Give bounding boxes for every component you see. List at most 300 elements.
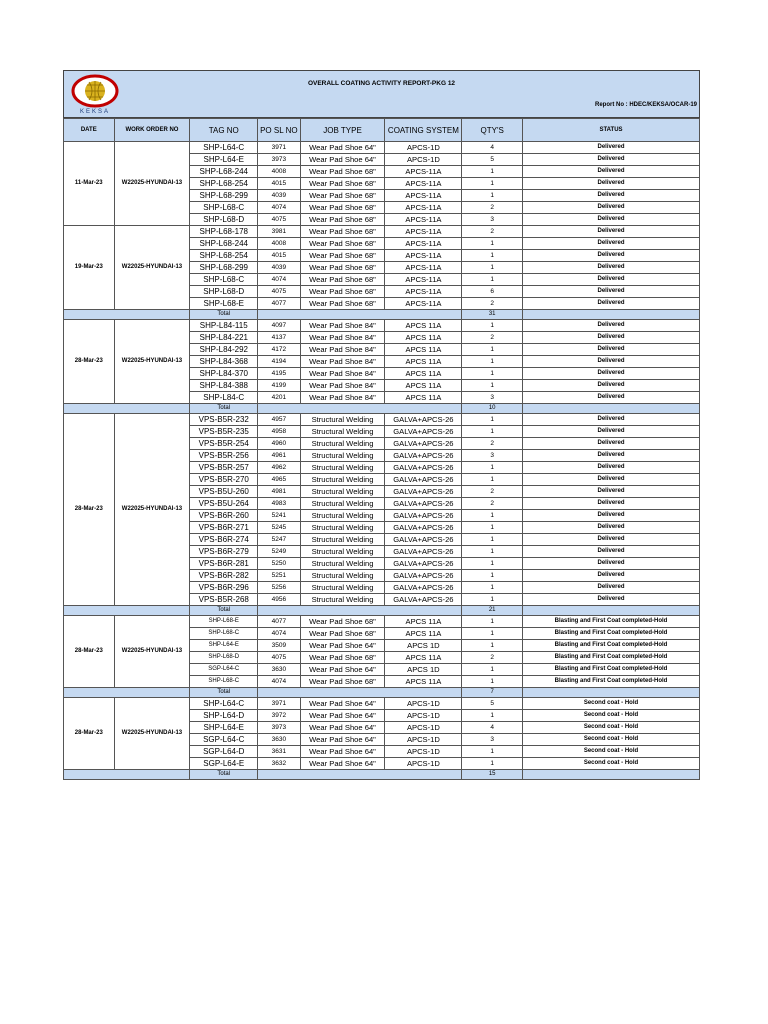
- tag-no-cell: SHP-L68-E: [190, 298, 258, 310]
- tag-no-cell: VPS-B5R-232: [190, 414, 258, 426]
- po-sl-no-cell: 3971: [258, 698, 300, 710]
- work-order-cell: W22025-HYUNDAI-13: [114, 142, 190, 226]
- coating-system-cell: APCS 11A: [385, 356, 462, 368]
- coating-system-cell: GALVA+APCS-26: [385, 486, 462, 498]
- qty-cell: 2: [462, 498, 523, 510]
- job-type-cell: Structural Welding: [300, 510, 385, 522]
- coating-system-cell: GALVA+APCS-26: [385, 522, 462, 534]
- status-cell: Delivered: [522, 380, 699, 392]
- status-cell: Delivered: [522, 426, 699, 438]
- qty-cell: 1: [462, 368, 523, 380]
- tag-no-cell: SHP-L68-D: [190, 652, 258, 664]
- job-type-cell: Wear Pad Shoe 84": [300, 392, 385, 404]
- col-header-date: DATE: [64, 119, 115, 142]
- po-sl-no-cell: 5247: [258, 534, 300, 546]
- status-cell: Second coat - Hold: [522, 698, 699, 710]
- status-cell: Second coat - Hold: [522, 734, 699, 746]
- qty-cell: 1: [462, 510, 523, 522]
- qty-cell: 1: [462, 190, 523, 202]
- coating-system-cell: GALVA+APCS-26: [385, 438, 462, 450]
- table-row: [64, 226, 700, 238]
- tag-no-cell: VPS-B5R-270: [190, 474, 258, 486]
- po-sl-no-cell: 5256: [258, 582, 300, 594]
- work-order-cell: W22025-HYUNDAI-13: [114, 414, 190, 606]
- col-header-tag-no: TAG NO: [190, 119, 258, 142]
- tag-no-cell: SHP-L68-244: [190, 238, 258, 250]
- job-type-cell: Wear Pad Shoe 68": [300, 274, 385, 286]
- qty-cell: 1: [462, 462, 523, 474]
- total-qty-cell: 31: [462, 310, 523, 320]
- total-blank-cell: [522, 310, 699, 320]
- tag-no-cell: SHP-L84-115: [190, 320, 258, 332]
- job-type-cell: Structural Welding: [300, 522, 385, 534]
- tag-no-cell: SHP-L68-299: [190, 262, 258, 274]
- qty-cell: 1: [462, 166, 523, 178]
- report-header: [63, 70, 700, 118]
- status-cell: Delivered: [522, 414, 699, 426]
- coating-system-cell: GALVA+APCS-26: [385, 462, 462, 474]
- po-sl-no-cell: 3630: [258, 664, 300, 676]
- qty-cell: 1: [462, 570, 523, 582]
- qty-cell: 1: [462, 758, 523, 770]
- qty-cell: 1: [462, 594, 523, 606]
- table-row: [64, 414, 700, 426]
- po-sl-no-cell: 4075: [258, 286, 300, 298]
- total-blank-cell: [258, 606, 462, 616]
- status-cell: Delivered: [522, 558, 699, 570]
- job-type-cell: Structural Welding: [300, 450, 385, 462]
- total-blank-cell: [522, 770, 699, 780]
- job-type-cell: Structural Welding: [300, 438, 385, 450]
- coating-system-cell: APCS-11A: [385, 250, 462, 262]
- tag-no-cell: SHP-L84-368: [190, 356, 258, 368]
- qty-cell: 1: [462, 534, 523, 546]
- col-header-coating-system: COATING SYSTEM: [385, 119, 462, 142]
- qty-cell: 2: [462, 652, 523, 664]
- job-type-cell: Wear Pad Shoe 84": [300, 356, 385, 368]
- total-label: Total: [190, 606, 258, 616]
- qty-cell: 1: [462, 380, 523, 392]
- tag-no-cell: SHP-L68-D: [190, 214, 258, 226]
- po-sl-no-cell: 4199: [258, 380, 300, 392]
- coating-system-cell: GALVA+APCS-26: [385, 474, 462, 486]
- status-cell: Second coat - Hold: [522, 746, 699, 758]
- total-blank-cell: [64, 770, 190, 780]
- po-sl-no-cell: 4981: [258, 486, 300, 498]
- job-type-cell: Wear Pad Shoe 68": [300, 214, 385, 226]
- coating-system-cell: GALVA+APCS-26: [385, 450, 462, 462]
- coating-system-cell: APCS-11A: [385, 178, 462, 190]
- job-type-cell: Structural Welding: [300, 534, 385, 546]
- total-blank-cell: [522, 688, 699, 698]
- qty-cell: 2: [462, 332, 523, 344]
- job-type-cell: Wear Pad Shoe 84": [300, 332, 385, 344]
- work-order-cell: W22025-HYUNDAI-13: [114, 320, 190, 404]
- table-row: [64, 616, 700, 628]
- job-type-cell: Wear Pad Shoe 68": [300, 652, 385, 664]
- status-cell: Delivered: [522, 356, 699, 368]
- work-order-cell: W22025-HYUNDAI-13: [114, 616, 190, 688]
- po-sl-no-cell: 3973: [258, 722, 300, 734]
- coating-activity-table: [63, 118, 700, 780]
- tag-no-cell: SHP-L68-254: [190, 250, 258, 262]
- coating-system-cell: APCS-1D: [385, 154, 462, 166]
- po-sl-no-cell: 4957: [258, 414, 300, 426]
- coating-system-cell: APCS 1D: [385, 640, 462, 652]
- job-type-cell: Structural Welding: [300, 486, 385, 498]
- po-sl-no-cell: 4960: [258, 438, 300, 450]
- coating-system-cell: APCS-1D: [385, 758, 462, 770]
- job-type-cell: Wear Pad Shoe 68": [300, 298, 385, 310]
- status-cell: Delivered: [522, 498, 699, 510]
- tag-no-cell: SHP-L64-C: [190, 698, 258, 710]
- job-type-cell: Wear Pad Shoe 84": [300, 344, 385, 356]
- status-cell: Delivered: [522, 392, 699, 404]
- qty-cell: 6: [462, 286, 523, 298]
- total-blank-cell: [522, 404, 699, 414]
- po-sl-no-cell: 4195: [258, 368, 300, 380]
- job-type-cell: Structural Welding: [300, 462, 385, 474]
- status-cell: Delivered: [522, 166, 699, 178]
- status-cell: Delivered: [522, 534, 699, 546]
- qty-cell: 1: [462, 640, 523, 652]
- tag-no-cell: VPS-B5R-256: [190, 450, 258, 462]
- coating-system-cell: GALVA+APCS-26: [385, 414, 462, 426]
- qty-cell: 1: [462, 262, 523, 274]
- qty-cell: 1: [462, 558, 523, 570]
- col-header-po-sl-no: PO SL NO: [258, 119, 300, 142]
- status-cell: Delivered: [522, 202, 699, 214]
- total-blank-cell: [258, 310, 462, 320]
- status-cell: Delivered: [522, 522, 699, 534]
- qty-cell: 1: [462, 238, 523, 250]
- tag-no-cell: SGP-L64-C: [190, 664, 258, 676]
- po-sl-no-cell: 4008: [258, 238, 300, 250]
- job-type-cell: Wear Pad Shoe 68": [300, 628, 385, 640]
- total-row: [64, 404, 700, 414]
- coating-system-cell: APCS-11A: [385, 190, 462, 202]
- qty-cell: 1: [462, 616, 523, 628]
- status-cell: Blasting and First Coat completed-Hold: [522, 664, 699, 676]
- po-sl-no-cell: 4008: [258, 166, 300, 178]
- status-cell: Delivered: [522, 344, 699, 356]
- coating-system-cell: APCS 11A: [385, 652, 462, 664]
- job-type-cell: Wear Pad Shoe 64": [300, 664, 385, 676]
- status-cell: Delivered: [522, 190, 699, 202]
- po-sl-no-cell: 3630: [258, 734, 300, 746]
- job-type-cell: Wear Pad Shoe 68": [300, 616, 385, 628]
- tag-no-cell: VPS-B6R-296: [190, 582, 258, 594]
- coating-system-cell: APCS-1D: [385, 710, 462, 722]
- po-sl-no-cell: 5249: [258, 546, 300, 558]
- tag-no-cell: SHP-L64-D: [190, 710, 258, 722]
- qty-cell: 1: [462, 676, 523, 688]
- po-sl-no-cell: 3972: [258, 710, 300, 722]
- table-row: [64, 142, 700, 154]
- po-sl-no-cell: 4097: [258, 320, 300, 332]
- po-sl-no-cell: 4074: [258, 202, 300, 214]
- job-type-cell: Wear Pad Shoe 84": [300, 380, 385, 392]
- coating-system-cell: APCS-11A: [385, 238, 462, 250]
- table-body: [64, 142, 700, 780]
- tag-no-cell: VPS-B6R-279: [190, 546, 258, 558]
- job-type-cell: Wear Pad Shoe 68": [300, 190, 385, 202]
- tag-no-cell: SHP-L68-178: [190, 226, 258, 238]
- total-label: Total: [190, 688, 258, 698]
- date-cell: 28-Mar-23: [64, 414, 115, 606]
- qty-cell: 1: [462, 414, 523, 426]
- tag-no-cell: SHP-L64-E: [190, 154, 258, 166]
- tag-no-cell: SHP-L68-C: [190, 676, 258, 688]
- qty-cell: 2: [462, 438, 523, 450]
- qty-cell: 1: [462, 320, 523, 332]
- job-type-cell: Wear Pad Shoe 68": [300, 250, 385, 262]
- qty-cell: 3: [462, 450, 523, 462]
- report-number: Report No : HDEC/KEKSA/OCAR-19: [594, 102, 697, 108]
- total-label: Total: [190, 310, 258, 320]
- coating-system-cell: GALVA+APCS-26: [385, 510, 462, 522]
- qty-cell: 1: [462, 546, 523, 558]
- status-cell: Delivered: [522, 154, 699, 166]
- job-type-cell: Wear Pad Shoe 64": [300, 154, 385, 166]
- po-sl-no-cell: 5251: [258, 570, 300, 582]
- total-blank-cell: [64, 310, 190, 320]
- tag-no-cell: SHP-L68-E: [190, 616, 258, 628]
- status-cell: Delivered: [522, 274, 699, 286]
- total-blank-cell: [64, 404, 190, 414]
- date-cell: 11-Mar-23: [64, 142, 115, 226]
- tag-no-cell: SHP-L64-E: [190, 722, 258, 734]
- coating-system-cell: APCS 11A: [385, 332, 462, 344]
- tag-no-cell: SHP-L68-C: [190, 202, 258, 214]
- coating-system-cell: APCS-11A: [385, 202, 462, 214]
- po-sl-no-cell: 5250: [258, 558, 300, 570]
- qty-cell: 5: [462, 698, 523, 710]
- coating-system-cell: GALVA+APCS-26: [385, 498, 462, 510]
- job-type-cell: Wear Pad Shoe 64": [300, 640, 385, 652]
- job-type-cell: Wear Pad Shoe 68": [300, 166, 385, 178]
- status-cell: Delivered: [522, 474, 699, 486]
- status-cell: Delivered: [522, 262, 699, 274]
- tag-no-cell: SGP-L64-D: [190, 746, 258, 758]
- status-cell: Delivered: [522, 332, 699, 344]
- status-cell: Delivered: [522, 594, 699, 606]
- job-type-cell: Structural Welding: [300, 426, 385, 438]
- job-type-cell: Wear Pad Shoe 64": [300, 710, 385, 722]
- qty-cell: 4: [462, 722, 523, 734]
- col-header-job-type: JOB TYPE: [300, 119, 385, 142]
- total-blank-cell: [522, 606, 699, 616]
- qty-cell: 1: [462, 344, 523, 356]
- qty-cell: 1: [462, 628, 523, 640]
- job-type-cell: Wear Pad Shoe 84": [300, 368, 385, 380]
- coating-system-cell: APCS-11A: [385, 214, 462, 226]
- job-type-cell: Wear Pad Shoe 64": [300, 734, 385, 746]
- po-sl-no-cell: 4074: [258, 274, 300, 286]
- qty-cell: 1: [462, 426, 523, 438]
- total-blank-cell: [64, 606, 190, 616]
- total-row: [64, 770, 700, 780]
- status-cell: Delivered: [522, 238, 699, 250]
- total-blank-cell: [258, 688, 462, 698]
- tag-no-cell: SHP-L64-C: [190, 142, 258, 154]
- svg-text:KEKSA: KEKSA: [79, 109, 111, 115]
- tag-no-cell: VPS-B6R-271: [190, 522, 258, 534]
- work-order-cell: W22025-HYUNDAI-13: [114, 226, 190, 310]
- job-type-cell: Wear Pad Shoe 68": [300, 676, 385, 688]
- po-sl-no-cell: 4075: [258, 214, 300, 226]
- po-sl-no-cell: 4958: [258, 426, 300, 438]
- qty-cell: 1: [462, 710, 523, 722]
- tag-no-cell: SHP-L68-254: [190, 178, 258, 190]
- tag-no-cell: SGP-L64-E: [190, 758, 258, 770]
- po-sl-no-cell: 4074: [258, 676, 300, 688]
- coating-system-cell: APCS 11A: [385, 320, 462, 332]
- coating-system-cell: APCS-11A: [385, 166, 462, 178]
- po-sl-no-cell: 4137: [258, 332, 300, 344]
- tag-no-cell: SHP-L68-244: [190, 166, 258, 178]
- status-cell: Delivered: [522, 438, 699, 450]
- po-sl-no-cell: 4077: [258, 616, 300, 628]
- coating-system-cell: APCS 11A: [385, 344, 462, 356]
- status-cell: Delivered: [522, 570, 699, 582]
- coating-system-cell: APCS-11A: [385, 262, 462, 274]
- job-type-cell: Structural Welding: [300, 594, 385, 606]
- po-sl-no-cell: 4172: [258, 344, 300, 356]
- qty-cell: 1: [462, 522, 523, 534]
- qty-cell: 1: [462, 474, 523, 486]
- job-type-cell: Wear Pad Shoe 68": [300, 238, 385, 250]
- qty-cell: 1: [462, 250, 523, 262]
- qty-cell: 1: [462, 746, 523, 758]
- coating-system-cell: APCS 1D: [385, 664, 462, 676]
- total-blank-cell: [258, 404, 462, 414]
- po-sl-no-cell: 3632: [258, 758, 300, 770]
- report-title: OVERALL COATING ACTIVITY REPORT-PKG 12: [307, 80, 456, 87]
- coating-system-cell: APCS 11A: [385, 380, 462, 392]
- tag-no-cell: SHP-L84-388: [190, 380, 258, 392]
- po-sl-no-cell: 4075: [258, 652, 300, 664]
- po-sl-no-cell: 4074: [258, 628, 300, 640]
- table-row: [64, 698, 700, 710]
- status-cell: Blasting and First Coat completed-Hold: [522, 652, 699, 664]
- status-cell: Delivered: [522, 546, 699, 558]
- qty-cell: 1: [462, 178, 523, 190]
- po-sl-no-cell: 3971: [258, 142, 300, 154]
- status-cell: Delivered: [522, 178, 699, 190]
- coating-system-cell: APCS-11A: [385, 274, 462, 286]
- job-type-cell: Wear Pad Shoe 64": [300, 758, 385, 770]
- po-sl-no-cell: 4015: [258, 250, 300, 262]
- coating-system-cell: APCS 11A: [385, 616, 462, 628]
- status-cell: Delivered: [522, 142, 699, 154]
- qty-cell: 3: [462, 214, 523, 226]
- qty-cell: 1: [462, 664, 523, 676]
- job-type-cell: Wear Pad Shoe 64": [300, 722, 385, 734]
- table-header-row: [64, 119, 700, 142]
- qty-cell: 2: [462, 298, 523, 310]
- status-cell: Delivered: [522, 510, 699, 522]
- report-sheet: [63, 70, 700, 780]
- job-type-cell: Structural Welding: [300, 546, 385, 558]
- po-sl-no-cell: 4039: [258, 262, 300, 274]
- coating-system-cell: APCS-11A: [385, 286, 462, 298]
- qty-cell: 1: [462, 582, 523, 594]
- date-cell: 28-Mar-23: [64, 698, 115, 770]
- qty-cell: 5: [462, 154, 523, 166]
- po-sl-no-cell: 5241: [258, 510, 300, 522]
- status-cell: Delivered: [522, 286, 699, 298]
- job-type-cell: Wear Pad Shoe 68": [300, 202, 385, 214]
- po-sl-no-cell: 3973: [258, 154, 300, 166]
- coating-system-cell: APCS 11A: [385, 628, 462, 640]
- job-type-cell: Wear Pad Shoe 64": [300, 698, 385, 710]
- date-cell: 28-Mar-23: [64, 616, 115, 688]
- col-header-work-order: WORK ORDER NO: [114, 119, 190, 142]
- status-cell: Delivered: [522, 368, 699, 380]
- job-type-cell: Structural Welding: [300, 414, 385, 426]
- job-type-cell: Wear Pad Shoe 64": [300, 142, 385, 154]
- coating-system-cell: APCS-11A: [385, 226, 462, 238]
- tag-no-cell: SHP-L68-C: [190, 628, 258, 640]
- coating-system-cell: APCS-1D: [385, 746, 462, 758]
- qty-cell: 1: [462, 356, 523, 368]
- status-cell: Delivered: [522, 582, 699, 594]
- status-cell: Delivered: [522, 298, 699, 310]
- po-sl-no-cell: 3509: [258, 640, 300, 652]
- po-sl-no-cell: 4015: [258, 178, 300, 190]
- po-sl-no-cell: 4194: [258, 356, 300, 368]
- work-order-cell: W22025-HYUNDAI-13: [114, 698, 190, 770]
- tag-no-cell: VPS-B6R-282: [190, 570, 258, 582]
- po-sl-no-cell: 4077: [258, 298, 300, 310]
- coating-system-cell: GALVA+APCS-26: [385, 558, 462, 570]
- tag-no-cell: VPS-B5U-264: [190, 498, 258, 510]
- status-cell: Second coat - Hold: [522, 758, 699, 770]
- total-qty-cell: 21: [462, 606, 523, 616]
- qty-cell: 1: [462, 274, 523, 286]
- tag-no-cell: SHP-L64-E: [190, 640, 258, 652]
- po-sl-no-cell: 5245: [258, 522, 300, 534]
- tag-no-cell: VPS-B6R-260: [190, 510, 258, 522]
- tag-no-cell: SGP-L64-C: [190, 734, 258, 746]
- po-sl-no-cell: 4983: [258, 498, 300, 510]
- status-cell: Delivered: [522, 250, 699, 262]
- coating-system-cell: GALVA+APCS-26: [385, 582, 462, 594]
- tag-no-cell: SHP-L84-C: [190, 392, 258, 404]
- qty-cell: 2: [462, 202, 523, 214]
- job-type-cell: Structural Welding: [300, 582, 385, 594]
- tag-no-cell: SHP-L84-370: [190, 368, 258, 380]
- status-cell: Delivered: [522, 214, 699, 226]
- job-type-cell: Wear Pad Shoe 68": [300, 262, 385, 274]
- job-type-cell: Wear Pad Shoe 68": [300, 286, 385, 298]
- total-label: Total: [190, 770, 258, 780]
- coating-system-cell: GALVA+APCS-26: [385, 594, 462, 606]
- tag-no-cell: SHP-L68-299: [190, 190, 258, 202]
- total-blank-cell: [64, 688, 190, 698]
- po-sl-no-cell: 3631: [258, 746, 300, 758]
- qty-cell: 3: [462, 392, 523, 404]
- tag-no-cell: VPS-B5U-260: [190, 486, 258, 498]
- total-qty-cell: 10: [462, 404, 523, 414]
- tag-no-cell: SHP-L68-C: [190, 274, 258, 286]
- total-qty-cell: 15: [462, 770, 523, 780]
- po-sl-no-cell: 4962: [258, 462, 300, 474]
- coating-system-cell: APCS 11A: [385, 368, 462, 380]
- job-type-cell: Structural Welding: [300, 474, 385, 486]
- status-cell: Blasting and First Coat completed-Hold: [522, 628, 699, 640]
